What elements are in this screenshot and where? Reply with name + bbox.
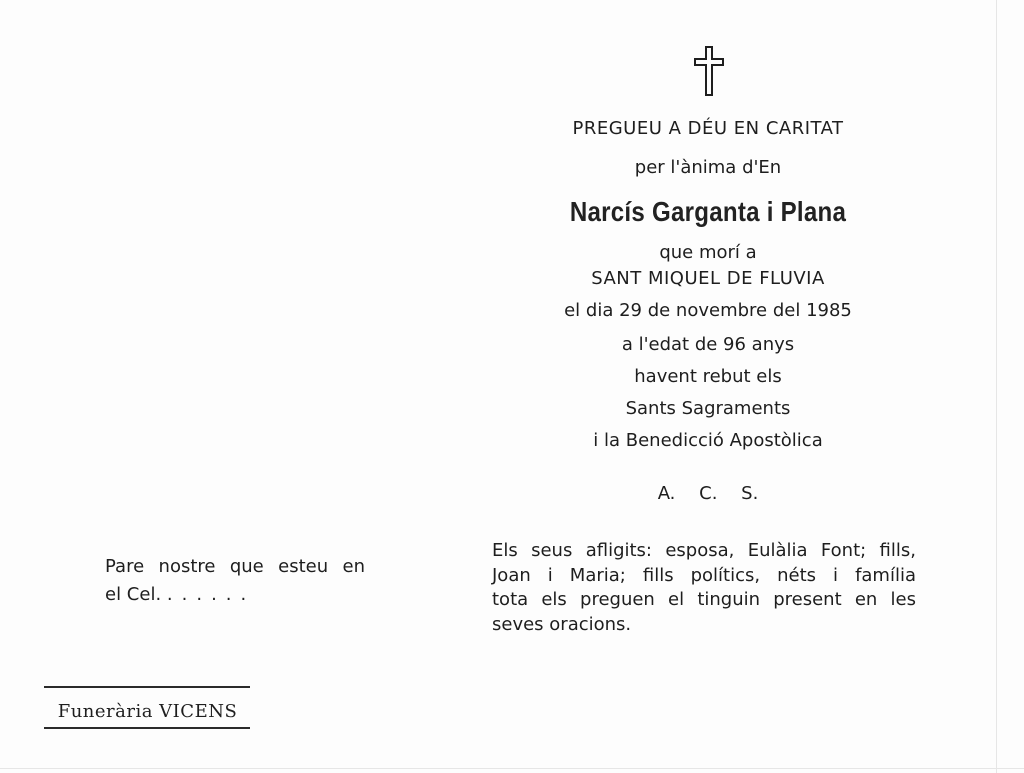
place-of-death: SANT MIQUEL DE FLUVIA — [591, 268, 825, 289]
prayer-ellipsis: ...... — [166, 584, 256, 605]
sacraments-line-2: Sants Sagraments — [625, 398, 791, 419]
bottom-rule — [44, 727, 250, 729]
died-at-text: que morí a — [659, 242, 757, 263]
prayer-line-2 — [105, 581, 365, 609]
family-line: seves oracions. — [492, 613, 632, 635]
sacraments-line-1: havent rebut els — [634, 366, 782, 387]
prayer-heading: PREGUEU A DÉU EN CARITAT — [572, 118, 844, 139]
family-line: Joan i Maria; fills polítics, néts i família — [492, 564, 916, 586]
deceased-name: Narcís Garganta i Plana — [569, 196, 847, 227]
funeral-home-name: Funerària VICENS — [57, 701, 238, 722]
prayer-line-1: Pare nostre que esteu en — [105, 556, 365, 577]
card-edge — [0, 768, 1024, 769]
acs-initials: A. C. S. — [657, 483, 759, 504]
family-line: tota els preguen el tinguin present en les — [492, 589, 916, 610]
family-line: Els seus afligits: esposa, Eulàlia Font; fills, — [492, 540, 916, 561]
card-edge — [996, 0, 997, 773]
family-message — [492, 539, 916, 637]
date-of-death: el dia 29 de novembre del 1985 — [564, 300, 852, 321]
latin-cross-icon — [692, 44, 726, 98]
prayer-line-2-text: el Cel. — [105, 584, 162, 605]
top-rule — [44, 686, 250, 688]
age-at-death: a l'edat de 96 anys — [621, 334, 795, 355]
lords-prayer — [105, 553, 365, 609]
sacraments-line-3: i la Benedicció Apostòlica — [593, 430, 823, 451]
intro-text: per l'ànima d'En — [634, 157, 782, 178]
